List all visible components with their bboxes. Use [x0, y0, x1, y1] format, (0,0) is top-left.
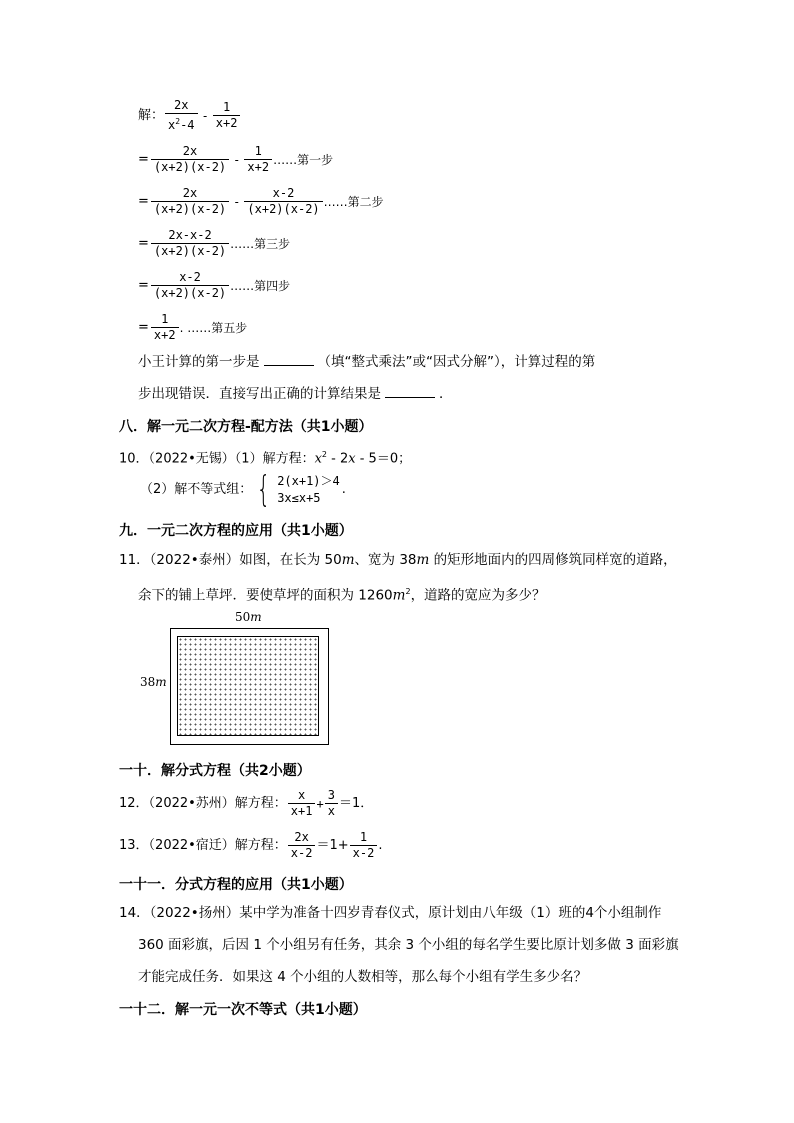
operator: + — [316, 796, 324, 811]
width-value: 50 — [235, 610, 251, 624]
fraction — [244, 144, 272, 175]
numerator: x-2 — [179, 270, 201, 284]
q11-line-2 — [138, 582, 546, 606]
section-heading-10: 一十．解分式方程（共2小题） — [119, 763, 311, 779]
denominator: x-2 — [288, 845, 316, 861]
numerator: 2x — [182, 144, 198, 158]
solution-line-0 — [138, 98, 241, 133]
operator: - — [201, 108, 209, 123]
q9-line-2 — [138, 383, 453, 404]
section-heading-12: 一十二．解一元一次不等式（共1小题） — [119, 1002, 367, 1018]
denominator: (x+2)(x-2) — [244, 201, 322, 217]
q11-text: 11．（2022•泰州）如图，在长为 50 — [119, 552, 342, 568]
left-brace: { — [256, 469, 271, 510]
solution-line-5 — [138, 312, 247, 343]
den-part: -4 — [180, 118, 195, 132]
unit: m — [341, 552, 355, 568]
numerator: x — [298, 788, 306, 802]
q9-text: （填“整式乘法”或“因式分解”），计算过程的第 — [317, 354, 596, 370]
fraction — [244, 186, 322, 217]
q10-label: 10．（2022•无锡）（1）解方程： — [119, 451, 315, 467]
equals-sign: = — [138, 235, 149, 251]
operator: - — [233, 152, 241, 167]
fraction — [350, 830, 378, 861]
exponent: 2 — [175, 117, 181, 126]
q11-text: 余下的铺上草坪．要使草坪的面积为 1260 — [138, 587, 393, 604]
equals-sign: = — [138, 151, 149, 167]
q14-line-1: 14．（2022•扬州）某中学为准备十四岁青春仪式，原计划由八年级（1）班的4个小组制作 — [119, 905, 662, 921]
fraction — [151, 186, 229, 217]
q9-text: 小王计算的第一步是 — [138, 354, 260, 370]
q10-line-1 — [119, 445, 411, 469]
solution-line-4 — [138, 270, 290, 301]
fraction — [151, 270, 229, 301]
equals-sign: = — [138, 277, 149, 293]
q9-text: 步出现错误．直接写出正确的计算结果是 — [138, 386, 381, 402]
fraction — [151, 144, 229, 175]
fraction — [288, 788, 316, 819]
q12-label: 12．（2022•苏州）解方程： — [119, 795, 287, 811]
numerator: 1 — [222, 100, 231, 114]
numerator: 1 — [359, 830, 368, 844]
inequality-2: 3x≤x+5 — [277, 491, 321, 505]
q12-line — [119, 788, 373, 819]
answer-blank[interactable] — [264, 351, 314, 366]
fraction — [151, 312, 179, 343]
numerator: x-2 — [272, 186, 295, 200]
q13-line — [119, 830, 382, 861]
inequality-system — [252, 469, 340, 510]
numerator: 1 — [161, 312, 169, 326]
numerator: 2x — [294, 830, 309, 844]
numerator: 2x-x-2 — [168, 228, 212, 242]
unit: m — [155, 675, 167, 689]
step-note: ……第一步 — [273, 152, 334, 167]
unit: m — [392, 587, 406, 604]
denominator: x+1 — [288, 803, 316, 819]
q11-text: 的矩形地面内的四周修筑同样宽的道路， — [429, 552, 677, 568]
equation-part: - 2 — [327, 451, 349, 467]
fraction — [213, 100, 241, 131]
q11-line-1 — [119, 550, 677, 570]
section-heading-11: 一十一．分式方程的应用（共1小题） — [119, 877, 353, 893]
fraction — [325, 788, 338, 819]
numerator: 1 — [254, 144, 262, 158]
q11-text: 、宽为 38 — [354, 552, 417, 568]
width-label — [235, 610, 262, 624]
q10-part2-label: （2）解不等式组： — [140, 482, 253, 497]
fraction — [151, 228, 229, 259]
q13-label: 13．（2022•宿迁）解方程： — [119, 837, 287, 853]
variable: x — [314, 451, 322, 467]
equals-sign: = — [138, 319, 149, 335]
lawn-rectangle — [177, 636, 319, 736]
denominator: x+2 — [244, 159, 272, 175]
period: . — [341, 482, 346, 497]
denominator: (x+2)(x-2) — [151, 243, 229, 259]
denominator: x+2 — [213, 115, 241, 131]
unit: m — [250, 610, 262, 624]
q11-text: ，道路的宽应为多少？ — [410, 587, 546, 604]
exponent: 2 — [321, 450, 328, 459]
equation-rhs: ＝1． — [338, 795, 374, 811]
exponent: 2 — [405, 587, 411, 596]
denominator: x+2 — [151, 327, 179, 343]
den-part: x — [168, 118, 176, 132]
solution-line-1 — [138, 144, 333, 175]
period: . — [378, 837, 383, 853]
denominator: x — [325, 803, 338, 819]
denominator — [165, 113, 198, 133]
operator: - — [233, 194, 241, 209]
numerator: 3 — [327, 788, 335, 802]
equation-mid: ＝1+ — [316, 837, 349, 853]
step-note: . ……第五步 — [179, 320, 248, 335]
q9-text: ． — [439, 386, 453, 402]
denominator: (x+2)(x-2) — [151, 201, 229, 217]
denominator: (x+2)(x-2) — [151, 285, 229, 301]
lawn-figure — [140, 610, 340, 750]
q14-line-3: 才能完成任务．如果这 4 个小组的人数相等，那么每个小组有学生多少名？ — [138, 969, 588, 985]
height-label — [140, 675, 167, 689]
fraction — [288, 830, 316, 861]
answer-blank[interactable] — [385, 383, 435, 398]
variable: x — [348, 451, 356, 467]
solution-lead: 解： — [138, 107, 165, 123]
equals-sign: = — [138, 193, 149, 209]
equation-part: - 5＝0； — [355, 451, 412, 467]
height-value: 38 — [140, 675, 156, 689]
denominator: x-2 — [350, 845, 378, 861]
numerator: 2x — [182, 186, 198, 200]
q9-line-1 — [138, 351, 595, 372]
q14-line-2: 360 面彩旗，后因 1 个小组另有任务，其余 3 个小组的每名学生要比原计划多做 3 面彩旗 — [138, 937, 679, 953]
unit: m — [416, 552, 430, 568]
denominator: (x+2)(x-2) — [151, 159, 229, 175]
section-heading-8: 八．解一元二次方程-配方法（共1小题） — [119, 419, 373, 435]
q10-line-2 — [140, 469, 346, 510]
solution-line-3 — [138, 228, 290, 259]
numerator: 2x — [174, 98, 189, 112]
inequality-1: 2(x+1)＞4 — [277, 474, 340, 488]
step-note: ……第四步 — [230, 278, 291, 293]
fraction — [165, 98, 198, 133]
section-heading-9: 九．一元二次方程的应用（共1小题） — [119, 523, 353, 539]
step-note: ……第三步 — [230, 236, 291, 251]
solution-line-2 — [138, 186, 384, 217]
step-note: ……第二步 — [323, 194, 384, 209]
inequality-rows — [277, 473, 340, 507]
